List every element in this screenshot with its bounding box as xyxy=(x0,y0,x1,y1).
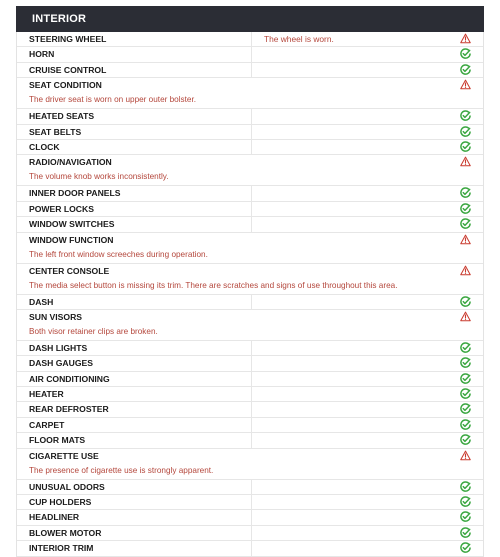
inspection-row xyxy=(17,264,483,295)
item-label: HEADLINER xyxy=(29,512,80,523)
column-divider xyxy=(251,433,252,447)
check-circle-icon xyxy=(460,141,471,152)
item-label: HORN xyxy=(29,49,55,60)
check-circle-icon xyxy=(460,496,471,507)
column-divider xyxy=(251,495,252,509)
inspection-row xyxy=(17,402,483,417)
item-label: CRUISE CONTROL xyxy=(29,64,107,75)
column-divider xyxy=(251,186,252,200)
warning-triangle-icon xyxy=(460,234,471,245)
inspection-row xyxy=(17,310,483,341)
item-label: BLOWER MOTOR xyxy=(29,527,102,538)
item-label: POWER LOCKS xyxy=(29,203,94,214)
inspection-row xyxy=(17,495,483,510)
item-label: INNER DOOR PANELS xyxy=(29,188,121,199)
inspection-row xyxy=(17,233,483,264)
inspection-row xyxy=(17,186,483,201)
inspection-row xyxy=(17,433,483,448)
item-label: SEAT CONDITION xyxy=(29,80,102,91)
column-divider xyxy=(251,387,252,401)
column-divider xyxy=(251,109,252,123)
inspection-row xyxy=(17,341,483,356)
item-label: WINDOW FUNCTION xyxy=(29,234,114,245)
column-divider xyxy=(251,418,252,432)
column-divider xyxy=(251,402,252,416)
item-note: The wheel is worn. xyxy=(264,34,334,44)
item-label: REAR DEFROSTER xyxy=(29,404,109,415)
item-label: SEAT BELTS xyxy=(29,126,82,137)
item-label: DASH LIGHTS xyxy=(29,342,88,353)
check-circle-icon xyxy=(460,542,471,553)
check-circle-icon xyxy=(460,203,471,214)
check-circle-icon xyxy=(460,218,471,229)
check-circle-icon xyxy=(460,357,471,368)
item-note: The media select button is missing its trim. There are scratches and signs of use throughout this area. xyxy=(29,280,398,290)
item-label: CENTER CONSOLE xyxy=(29,265,110,276)
inspection-row xyxy=(17,78,483,109)
inspection-row xyxy=(17,155,483,186)
column-divider xyxy=(251,480,252,494)
item-label: INTERIOR TRIM xyxy=(29,543,94,554)
warning-triangle-icon xyxy=(460,450,471,461)
check-circle-icon xyxy=(460,64,471,75)
inspection-row xyxy=(17,125,483,140)
column-divider xyxy=(251,372,252,386)
check-circle-icon xyxy=(460,527,471,538)
item-label: HEATED SEATS xyxy=(29,111,95,122)
check-circle-icon xyxy=(460,110,471,121)
check-circle-icon xyxy=(460,187,471,198)
item-label: STEERING WHEEL xyxy=(29,34,107,44)
inspection-row xyxy=(17,202,483,217)
item-label: WINDOW SWITCHES xyxy=(29,219,115,230)
column-divider xyxy=(251,541,252,555)
inspection-row xyxy=(17,140,483,155)
inspection-row xyxy=(17,356,483,371)
item-label: CIGARETTE USE xyxy=(29,450,99,461)
inspection-row xyxy=(17,295,483,310)
check-circle-icon xyxy=(460,511,471,522)
inspection-row xyxy=(17,387,483,402)
inspection-list xyxy=(16,32,484,557)
column-divider xyxy=(251,32,252,46)
section-title: INTERIOR xyxy=(32,13,87,25)
inspection-row xyxy=(17,109,483,124)
check-circle-icon xyxy=(460,403,471,414)
column-divider xyxy=(251,125,252,139)
inspection-row xyxy=(17,217,483,232)
item-note: The volume knob works inconsistently. xyxy=(29,172,169,182)
inspection-row xyxy=(17,480,483,495)
item-label: DASH xyxy=(29,296,54,307)
warning-triangle-icon xyxy=(460,265,471,276)
warning-triangle-icon xyxy=(460,79,471,90)
section-header xyxy=(16,6,484,32)
inspection-row xyxy=(17,47,483,62)
warning-triangle-icon xyxy=(460,311,471,322)
check-circle-icon xyxy=(460,126,471,137)
item-note: The presence of cigarette use is strongly apparent. xyxy=(29,465,214,475)
check-circle-icon xyxy=(460,48,471,59)
column-divider xyxy=(251,341,252,355)
warning-triangle-icon xyxy=(460,156,471,167)
inspection-row xyxy=(17,526,483,541)
column-divider xyxy=(251,217,252,231)
check-circle-icon xyxy=(460,419,471,430)
item-note: Both visor retainer clips are broken. xyxy=(29,326,158,336)
item-note: The left front window screeches during operation. xyxy=(29,249,208,259)
item-label: FLOOR MATS xyxy=(29,435,86,446)
check-circle-icon xyxy=(460,373,471,384)
item-label: CUP HOLDERS xyxy=(29,497,92,508)
column-divider xyxy=(251,47,252,61)
item-label: UNUSUAL ODORS xyxy=(29,481,105,492)
warning-triangle-icon xyxy=(460,33,471,44)
item-label: CLOCK xyxy=(29,141,60,152)
item-note: The driver seat is worn on upper outer bolster. xyxy=(29,95,197,105)
inspection-row xyxy=(17,63,483,78)
item-label: DASH GAUGES xyxy=(29,358,93,369)
check-circle-icon xyxy=(460,342,471,353)
inspection-row xyxy=(17,32,483,47)
column-divider xyxy=(251,63,252,77)
inspection-row xyxy=(17,418,483,433)
interior-inspection-panel xyxy=(16,6,484,557)
column-divider xyxy=(251,526,252,540)
column-divider xyxy=(251,356,252,370)
check-circle-icon xyxy=(460,296,471,307)
item-label: CARPET xyxy=(29,419,65,430)
item-label: SUN VISORS xyxy=(29,311,83,322)
check-circle-icon xyxy=(460,388,471,399)
item-label: HEATER xyxy=(29,389,64,400)
column-divider xyxy=(251,295,252,309)
check-circle-icon xyxy=(460,434,471,445)
inspection-row xyxy=(17,510,483,525)
inspection-row xyxy=(17,449,483,480)
column-divider xyxy=(251,510,252,524)
check-circle-icon xyxy=(460,481,471,492)
item-label: RADIO/NAVIGATION xyxy=(29,157,112,168)
inspection-row xyxy=(17,372,483,387)
item-label: AIR CONDITIONING xyxy=(29,373,110,384)
column-divider xyxy=(251,202,252,216)
column-divider xyxy=(251,140,252,154)
